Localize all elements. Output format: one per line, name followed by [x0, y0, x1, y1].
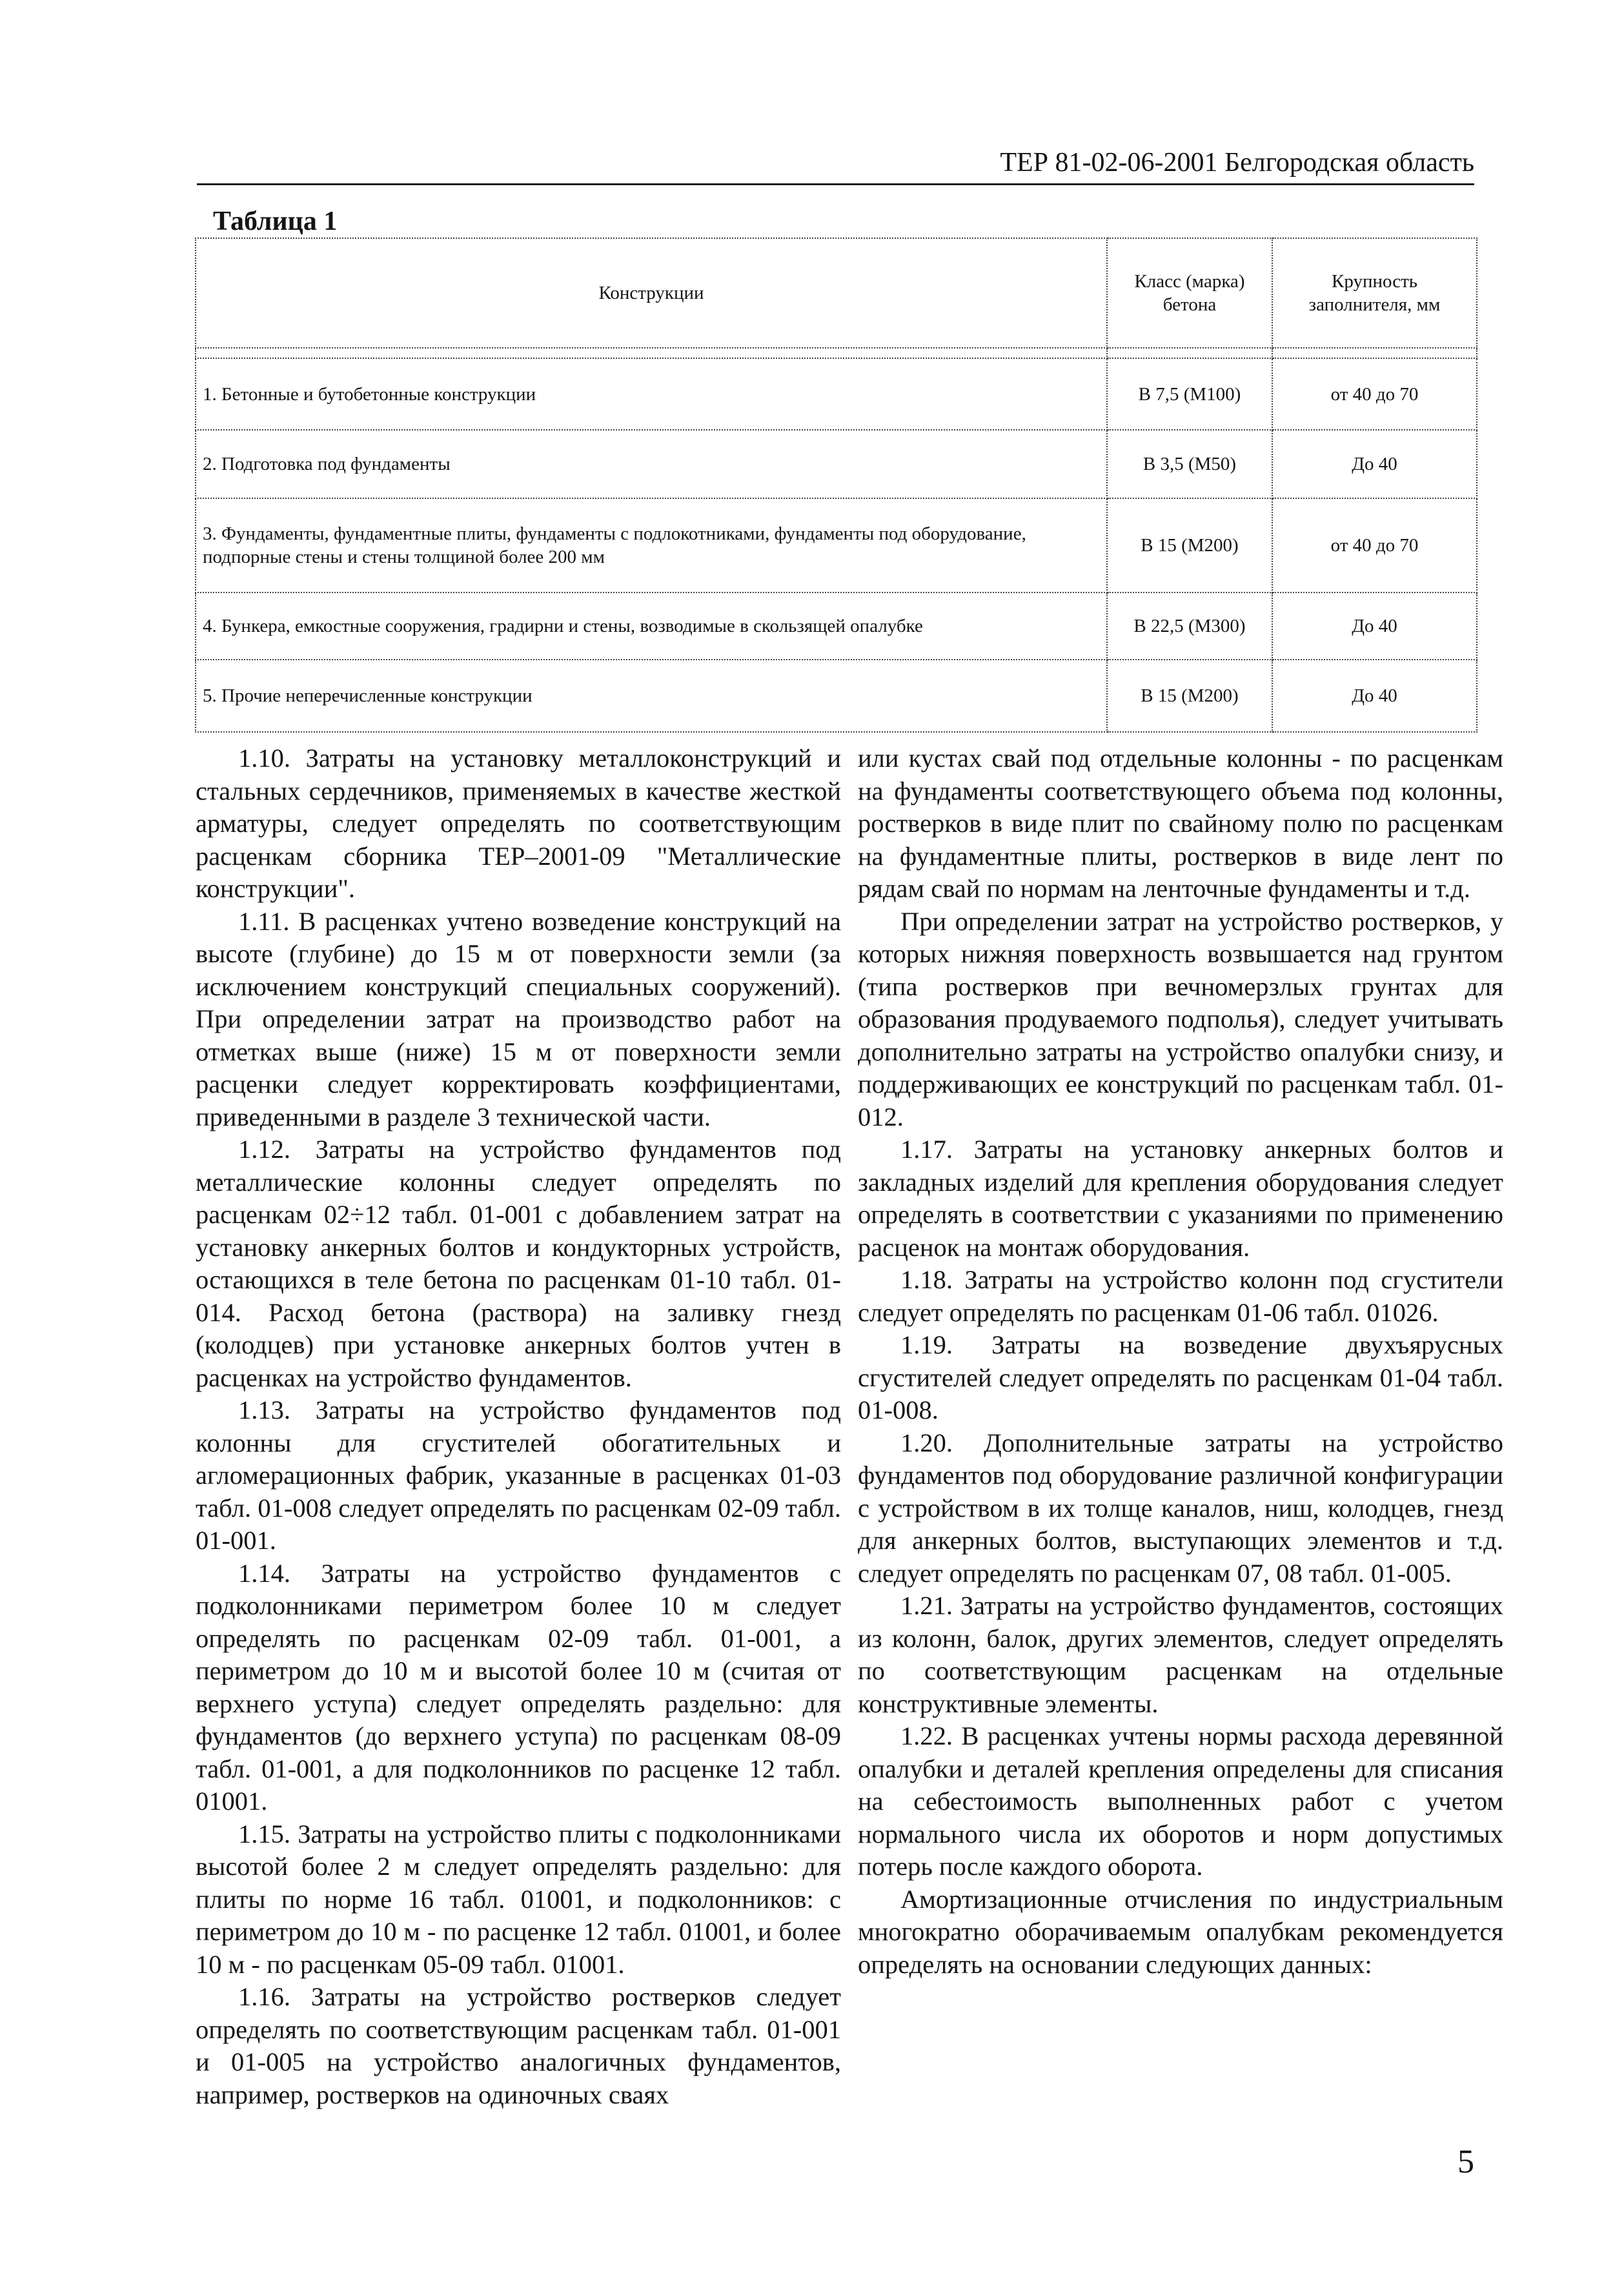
paragraph-1-12: 1.12. Затраты на устройство фундаментов под металлические колонны следует определять по расценкам 02÷12 табл. 01-001 с добавлением затрат на установку анкерных болтов и кондукторных устройств, остающихся в теле бетона по расценкам 01-10 табл. 01-014. Расход бетона (раствора) на заливку гнезд (колодцев) при установке анкерных болтов учтен в расценках на устройство фундаментов. [196, 1135, 841, 1392]
table-row [196, 660, 1477, 732]
paragraph-1-11: 1.11. В расценках учтено возведение конструкций на высоте (глубине) до 15 м от поверхности земли (за исключением конструкций специальных сооружений). При определении затрат на производство работ на отметках выше (ниже) 15 м от поверхности земли расценки следует корректировать коэффициентами, приведенными в разделе 3 технической части. [196, 906, 841, 1131]
cell-grade: В 15 (М200) [1107, 660, 1272, 732]
table-header-row [196, 238, 1477, 348]
cell-construction: 5. Прочие неперечисленные конструкции [196, 660, 1107, 732]
column-header-constructions: Конструкции [196, 238, 1107, 348]
paragraph-grillage-formwork: При определении затрат на устройство ростверков, у которых нижняя поверхность возвышается над грунтом (типа ростверков при вечномерзлых грунтах для образования продуваемого подполья), следует учитывать дополнительно затраты на устройство опалубки снизу, и поддерживающих ее конструкций по расценкам табл. 01-012. [858, 906, 1503, 1131]
table-row [196, 430, 1477, 498]
cell-aggregate: До 40 [1272, 430, 1477, 498]
paragraph-amortization: Амортизационные отчисления по индустриальным многократно оборачиваемым опалубкам рекомендуется определять на основании следующих данных: [858, 1884, 1503, 1979]
cell-aggregate: от 40 до 70 [1272, 358, 1477, 430]
paragraph-1-17: 1.17. Затраты на установку анкерных болтов и закладных изделий для крепления оборудования следует определять в соответствии с указаниями по применению расценок на монтаж оборудования. [858, 1135, 1503, 1262]
cell-grade: В 7,5 (М100) [1107, 358, 1272, 430]
column-header-aggregate-size: Крупность заполнителя, мм [1272, 238, 1477, 348]
cell-construction: 3. Фундаменты, фундаментные плиты, фундаменты с подлокотниками, фундаменты под оборудование, подпорные стены и стены толщиной более 200 мм [196, 498, 1107, 593]
paragraph-1-19: 1.19. Затраты на возведение двухъярусных сгустителей следует определять по расценкам 01-04 табл. 01-008. [858, 1330, 1503, 1424]
text-column-right [858, 742, 1503, 1981]
paragraph-1-16: 1.16. Затраты на устройство ростверков следует определять по соответствующим расценкам табл. 01-001 и 01-005 на устройство аналогичных фундаментов, например, ростверков на одиночных сваях [196, 1982, 841, 2109]
paragraph-1-21: 1.21. Затраты на устройство фундаментов, состоящих из колонн, балок, других элементов, следует определять по соответствующим расценкам на отдельные конструктивные элементы. [858, 1591, 1503, 1718]
running-header: ТЕР 81-02-06-2001 Белгородская область [1000, 148, 1474, 177]
cell-aggregate: До 40 [1272, 593, 1477, 660]
cell-aggregate: До 40 [1272, 660, 1477, 732]
table-row [196, 498, 1477, 593]
paragraph-1-18: 1.18. Затраты на устройство колонн под сгустители следует определять по расценкам 01-06 табл. 01026. [858, 1265, 1503, 1327]
cell-grade: В 22,5 (М300) [1107, 593, 1272, 660]
cell-aggregate: от 40 до 70 [1272, 498, 1477, 593]
table-row [196, 358, 1477, 430]
concrete-grade-table [195, 238, 1477, 733]
paragraph-1-20: 1.20. Дополнительные затраты на устройство фундаментов под оборудование различной конфигурации с устройством в их толще каналов, ниш, колодцев, гнезд для анкерных болтов, выступающих элементов и т.д. следует определять по расценкам 07, 08 табл. 01-005. [858, 1428, 1503, 1588]
cell-grade: В 3,5 (М50) [1107, 430, 1272, 498]
column-header-concrete-grade: Класс (марка) бетона [1107, 238, 1272, 348]
header-rule [197, 183, 1474, 185]
paragraph-1-16-continued: или кустах свай под отдельные колонны - по расценкам на фундаменты соответствующего объема под колонны, ростверков в виде плит по свайному полю по расценкам на фундаментные плиты, ростверков в виде лент по рядам свай по нормам на ленточные фундаменты и т.д. [858, 744, 1503, 903]
cell-construction: 1. Бетонные и бутобетонные конструкции [196, 358, 1107, 430]
page-number: 5 [1457, 2143, 1474, 2180]
table-row [196, 593, 1477, 660]
text-column-left [196, 742, 841, 2111]
cell-construction: 4. Бункера, емкостные сооружения, градирни и стены, возводимые в скользящей опалубке [196, 593, 1107, 660]
paragraph-1-10: 1.10. Затраты на установку металлоконструкций и стальных сердечников, применяемых в качестве жесткой арматуры, следует определять по соответствующим расценкам сборника ТЕР–2001-09 "Металлические конструкции". [196, 744, 841, 903]
cell-grade: В 15 (М200) [1107, 498, 1272, 593]
paragraph-1-15: 1.15. Затраты на устройство плиты с подколонниками высотой более 2 м следует определять раздельно: для плиты по норме 16 табл. 01001, и подколонников: с периметром до 10 м - по расценке 12 табл. 01001, и более 10 м - по расценкам 05-09 табл. 01001. [196, 1819, 841, 1979]
cell-construction: 2. Подготовка под фундаменты [196, 430, 1107, 498]
paragraph-1-13: 1.13. Затраты на устройство фундаментов под колонны для сгустителей обогатительных и агломерационных фабрик, указанные в расценках 01-03 табл. 01-008 следует определять по расценкам 02-09 табл. 01-001. [196, 1395, 841, 1555]
paragraph-1-22: 1.22. В расценках учтены нормы расхода деревянной опалубки и деталей крепления определены для списания на себестоимость выполненных работ с учетом нормального числа их оборотов и норм допустимых потерь после каждого оборота. [858, 1721, 1503, 1881]
table-caption: Таблица 1 [213, 207, 338, 236]
paragraph-1-14: 1.14. Затраты на устройство фундаментов с подколонниками периметром более 10 м следует определять по расценкам 02-09 табл. 01-001, а периметром до 10 м и высотой более 10 м (считая от верхнего уступа) следует определять раздельно: для фундаментов (до верхнего уступа) по расценкам 08-09 табл. 01-001, а для подколонников по расценке 12 табл. 01001. [196, 1558, 841, 1816]
table-1 [195, 238, 1477, 733]
